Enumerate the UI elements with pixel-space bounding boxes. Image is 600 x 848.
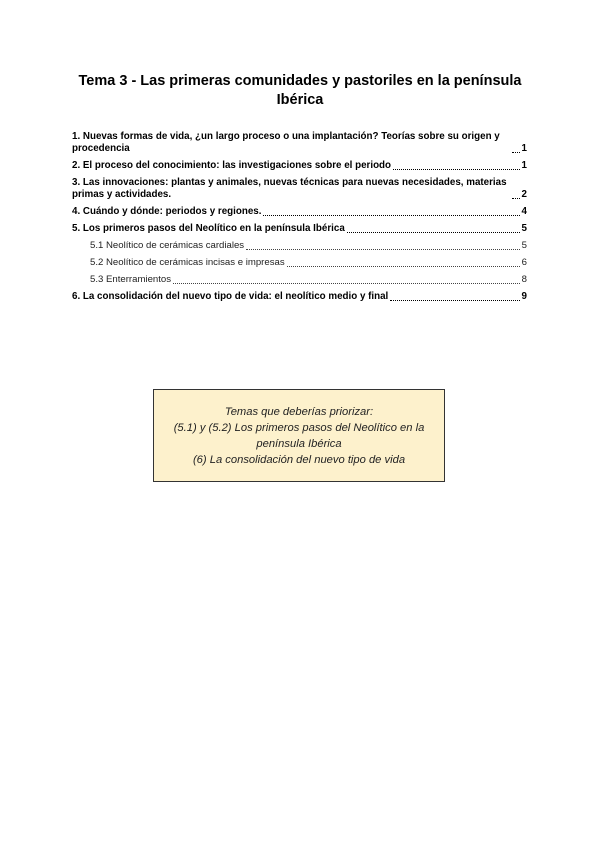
toc-page-number: 4 (521, 206, 527, 217)
toc-page-number: 5 (521, 240, 527, 251)
toc-dot-leader (347, 232, 520, 233)
toc-dot-leader (512, 152, 520, 153)
toc-page-number: 1 (521, 143, 527, 154)
priority-note-box (153, 389, 445, 482)
toc-page-number: 9 (521, 291, 527, 302)
toc-page-number: 1 (521, 160, 527, 171)
toc-dot-leader (393, 169, 520, 170)
toc-dot-leader (246, 249, 520, 250)
toc-entry-label: 3. Las innovaciones: plantas y animales, nuevas técnicas para nuevas necesidades, materias primas y actividades. (72, 177, 507, 200)
toc-entry-5[interactable] (72, 223, 527, 235)
toc-page-number: 8 (521, 274, 527, 285)
toc-dot-leader (173, 283, 520, 284)
toc-entry-5-3[interactable] (72, 274, 527, 286)
toc-entry-2[interactable] (72, 160, 527, 172)
table-of-contents (72, 131, 527, 308)
toc-entry-6[interactable] (72, 291, 527, 303)
toc-entry-label: 5. Los primeros pasos del Neolítico en la península Ibérica (72, 223, 345, 234)
toc-dot-leader (263, 215, 519, 216)
toc-entry-label: 1. Nuevas formas de vida, ¿un largo proceso o una implantación? Teorías sobre su origen y procedencia (72, 131, 500, 154)
toc-entry-label: 5.1 Neolítico de cerámicas cardiales (90, 240, 245, 251)
toc-entry-5-1[interactable] (72, 240, 527, 252)
toc-entry-label: 2. El proceso del conocimiento: las investigaciones sobre el periodo (72, 160, 392, 171)
note-heading: Temas que deberías priorizar: (224, 405, 374, 418)
toc-entry-label: 5.3 Enterramientos (90, 274, 172, 285)
toc-entry-label: 4. Cuándo y dónde: periodos y regiones. (72, 206, 262, 217)
toc-entry-3[interactable] (72, 177, 527, 201)
toc-dot-leader (287, 266, 520, 267)
toc-entry-5-2[interactable] (72, 257, 527, 269)
toc-entry-label: 6. La consolidación del nuevo tipo de vida: el neolítico medio y final (72, 291, 389, 302)
toc-entry-4[interactable] (72, 206, 527, 218)
toc-dot-leader (390, 300, 519, 301)
toc-dot-leader (512, 198, 520, 199)
note-priority-5: (5.1) y (5.2) Los primeros pasos del Neolítico en la península Ibérica (173, 421, 425, 450)
toc-page-number: 5 (521, 223, 527, 234)
toc-page-number: 6 (521, 257, 527, 268)
toc-page-number: 2 (521, 189, 527, 200)
page-title: Tema 3 - Las primeras comunidades y pastoriles en la península Ibérica (78, 73, 522, 108)
note-priority-6: (6) La consolidación del nuevo tipo de vida (192, 453, 406, 466)
toc-entry-label: 5.2 Neolítico de cerámicas incisas e impresas (90, 257, 285, 268)
toc-entry-1[interactable] (72, 131, 527, 155)
